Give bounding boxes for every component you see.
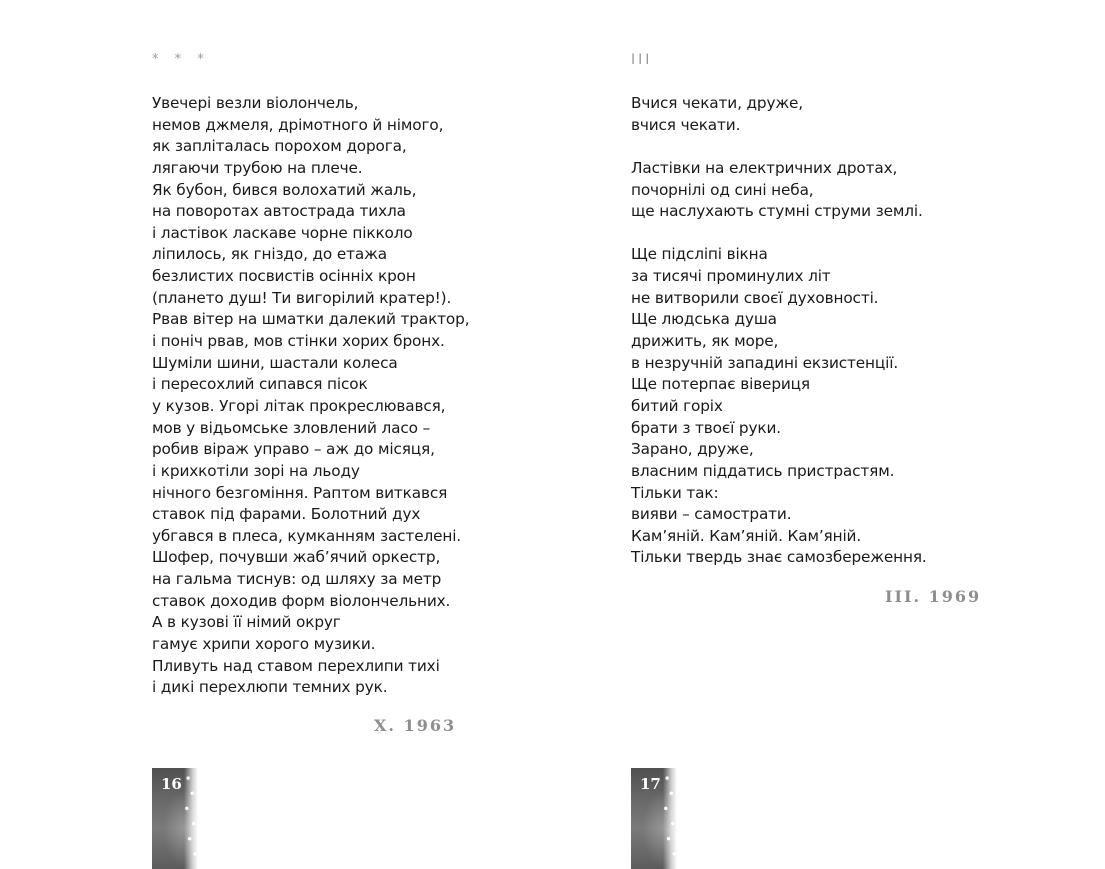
poem-line: безлистих посвистів осінніх крон [152,267,416,286]
poem-line: гамує хрипи хорого музики. [152,635,376,654]
poem-line: нічного безгоміння. Раптом виткався [152,483,448,502]
poem-line: лягаючи трубою на плече. [152,158,363,177]
poem-line: Ще підсліпі вікна [631,245,768,264]
poem-line: Увечері везли віолончель, [152,94,359,112]
poem-line: убгався в плеса, кумканням застелені. [152,526,462,545]
poem-separator-asterisks: * * * [152,52,210,67]
poem-line: Шофер, почувши жаб’ячий оркестр, [152,548,441,567]
poem-line: і пересохлий сипався пісок [152,375,368,394]
poem-line: Як бубон, бився волохатий жаль, [152,180,417,199]
poem-line: в незручній западині екзистенції. [631,353,899,372]
poem-line: і дикі перехлюпи темних рук. [152,678,388,697]
poem-line: Шуміли шини, шастали колеса [152,353,398,372]
poem-line: (плането душ! Ти вигорілий кратер!). [152,288,452,307]
poem-line: не витворили своєї духовності. [631,288,879,307]
poem-line: Кам’яній. Кам’яній. Кам’яній. [631,526,862,545]
poem-date: III. 1969 [885,587,982,606]
poem-line: ставок доходив форм віолончельних. [152,591,451,610]
poem-line: дрижить, як море, [631,332,779,351]
poem-line: у кузов. Угорі літак прокреслювався, [152,396,446,415]
poem-date: X. 1963 [374,716,457,735]
stanza-break [631,223,927,245]
poem-line: ставок під фарами. Болотний дух [152,505,421,524]
poem-line: Пливуть над ставом перехлипи тихі [152,656,440,675]
poem-line: за тисячі проминулих літ [631,267,831,286]
page-number-tab [631,768,677,869]
poem-line: Ще потерпає вівериця [631,375,810,394]
poem-line: Тільки так: [631,483,719,502]
right-page [552,0,1105,869]
poem-line: Ще людська душа [631,310,777,329]
poem-line: мов у відьомське зловлений ласо – [152,418,431,437]
poem-body [152,93,469,699]
poem-line: на гальма тиснув: од шляху за метр [152,570,442,589]
poem-line: почорнілі од сині неба, [631,180,814,199]
poem-line: немов джмеля, дрімотного й німого, [152,115,444,134]
poem-line: Зарано, друже, [631,440,754,459]
poem-body [631,93,927,569]
poem-line: як запліталась порохом дорога, [152,137,407,156]
poem-section-numeral: III [631,52,653,68]
poem-line: ще наслухають стумні струми землі. [631,202,923,221]
poem-line: Вчися чекати, друже, [631,94,803,112]
poem-line: і поніч рвав, мов стінки хорих бронх. [152,332,445,351]
poem-line: власним піддатись пристрастям. [631,461,895,480]
poem-line: Рвав вітер на шматки далекий трактор, [152,310,470,329]
stanza-break [631,136,927,158]
poem-line: робив віраж управо – аж до місяця, [152,440,435,459]
poem-line: на поворотах автострада тихла [152,202,406,221]
poem-line: Тільки твердь знає самозбереження. [631,548,927,567]
poem-line: А в кузові її німий округ [152,613,341,632]
poem-line: брати з твоєї руки. [631,418,781,437]
page-number-tab [152,768,198,869]
poem-line: і ластівок ласкаве чорне пікколо [152,223,413,242]
poem-line: Ластівки на електричних дротах, [631,158,898,177]
page-number: 16 [161,775,182,793]
poem-line: ліпилось, як гніздо, до етажа [152,245,387,264]
poem-line: вчися чекати. [631,115,741,134]
left-page [0,0,552,869]
page-number: 17 [640,775,661,793]
poem-line: вияви – самострати. [631,505,792,524]
poem-line: і крихкотіли зорі на льоду [152,461,360,480]
poem-line: битий горіх [631,396,723,415]
